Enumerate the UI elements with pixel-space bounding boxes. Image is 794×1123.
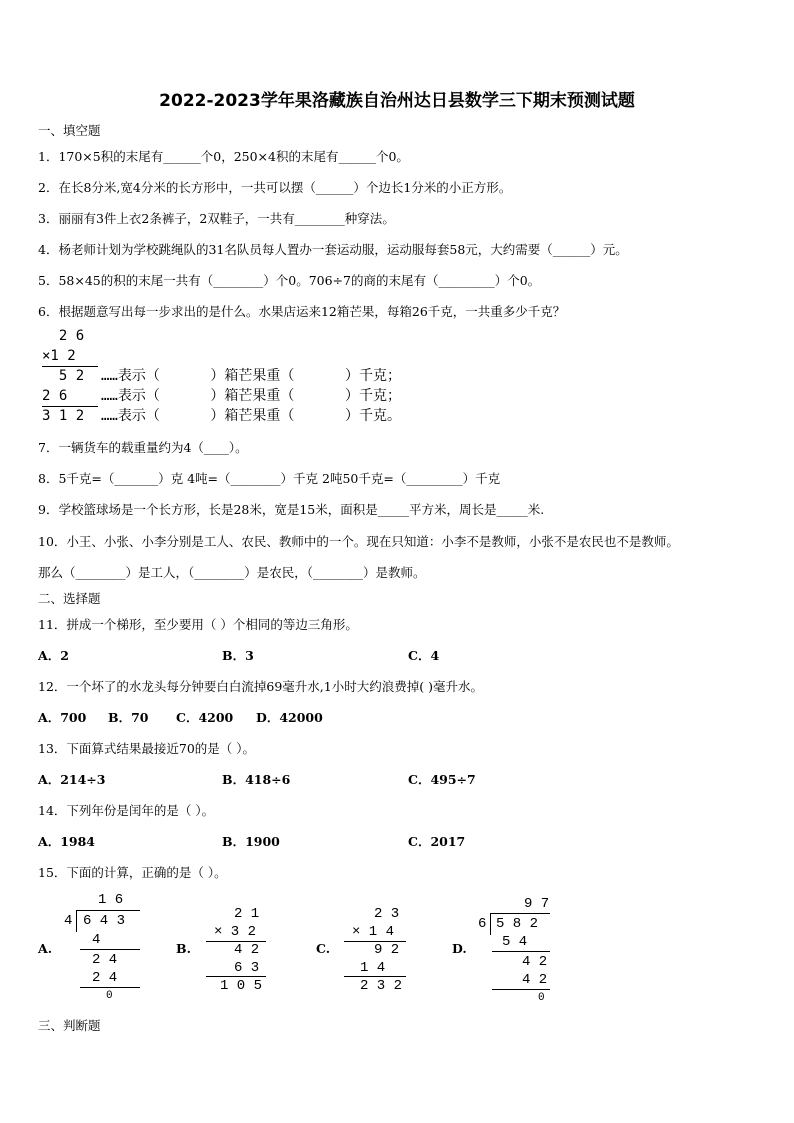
q15d-remainder: 0 <box>538 992 545 1004</box>
q15a-remainder: 0 <box>106 990 113 1002</box>
question-10-line-1: 10．小王、小张、小李分别是工人、农民、教师中的一个。现在只知道：小李不是教师，小张不是农民也不是教师。 <box>38 534 679 549</box>
q15a-step-2: 2 4 <box>92 952 118 968</box>
question-10-line-2: 那么（________）是工人，（________）是农民，（________）是教师。 <box>38 565 426 580</box>
q15a-bracket-side <box>76 910 77 932</box>
q15-option-c-label: C. <box>316 941 331 956</box>
q15b-number-2: × 3 2 <box>214 924 257 940</box>
q13-option-c: C．495÷7 <box>408 772 476 787</box>
q13-option-a: A．214÷3 <box>38 772 106 787</box>
question-6: 6．根据题意写出每一步求出的是什么。水果店运来12箱芒果，每箱26千克，一共重多少千克？ <box>38 304 566 319</box>
q11-option-b: B．3 <box>222 648 254 663</box>
q15d-step-3: 4 2 <box>522 972 548 988</box>
question-15: 15．下面的计算，正确的是（ ）。 <box>38 865 227 880</box>
question-1: 1．170×5积的末尾有______个0，250×4积的末尾有______个0。 <box>38 149 409 164</box>
q13-option-b: B．418÷6 <box>222 772 291 787</box>
page-title: 2022-2023学年果洛藏族自治州达日县数学三下期末预测试题 <box>159 91 635 111</box>
question-12: 12．一个坏了的水龙头每分钟要白白流掉69毫升水,1小时大约浪费掉( )毫升水。 <box>38 679 483 694</box>
q15a-quotient: 1 6 <box>98 892 124 908</box>
q15a-divisor: 4 <box>64 913 73 929</box>
q15b-partial-2: 6 3 <box>234 960 260 976</box>
q12-option-c: C．4200 <box>176 710 234 725</box>
q14-option-c: C．2017 <box>408 834 466 849</box>
question-9: 9．学校篮球场是一个长方形，长是28米，宽是15米，面积是_____平方米，周长是_____米. <box>38 502 545 517</box>
q15-option-d-label: D. <box>452 941 467 956</box>
question-11: 11．拼成一个梯形，至少要用（ ）个相同的等边三角形。 <box>38 617 358 632</box>
q15c-number-2: × 1 4 <box>352 924 395 940</box>
q6-calc-row-5: 3 1 2 ……表示（ ）箱芒果重（ ）千克。 <box>42 408 402 424</box>
q11-option-c: C．4 <box>408 648 440 663</box>
q15-option-b-label: B. <box>176 941 191 956</box>
q15a-step-1: 4 <box>92 932 101 948</box>
question-7: 7．一辆货车的载重量约为4（____）。 <box>38 440 248 455</box>
q12-option-a: A．700 <box>38 710 87 725</box>
q14-option-b: B．1900 <box>222 834 280 849</box>
q15d-step-1: 5 4 <box>502 934 528 950</box>
q15d-dividend: 5 8 2 <box>496 916 539 932</box>
question-4: 4．杨老师计划为学校跳绳队的31名队员每人置办一套运动服，运动服每套58元，大约需要（______）元。 <box>38 242 628 257</box>
q15b-result: 1 0 5 <box>220 978 263 994</box>
question-8: 8．5千克=（_______）克 4吨=（________）千克 2吨50千克=（_________）千克 <box>38 471 501 486</box>
q12-option-d: D．42000 <box>256 710 323 725</box>
q12-option-b: B．70 <box>108 710 149 725</box>
q15d-step-2: 4 2 <box>522 954 548 970</box>
q15c-result: 2 3 2 <box>360 978 403 994</box>
q15-option-a-label: A. <box>38 941 53 956</box>
q14-option-a: A．1984 <box>38 834 95 849</box>
q15b-partial-1: 4 2 <box>234 942 260 958</box>
q15c-partial-1: 9 2 <box>374 942 400 958</box>
section-fill-heading: 一、填空题 <box>38 123 101 138</box>
q15c-number-1: 2 3 <box>374 906 400 922</box>
q6-calc-row-2: ×1 2 <box>42 348 76 364</box>
question-3: 3．丽丽有3件上衣2条裤子，2双鞋子，一共有________种穿法。 <box>38 211 395 226</box>
question-13: 13．下面算式结果最接近70的是（ ）。 <box>38 741 256 756</box>
q15d-bracket-side <box>490 913 491 935</box>
q15b-number-1: 2 1 <box>234 906 260 922</box>
q11-option-a: A．2 <box>38 648 69 663</box>
q15a-step-3: 2 4 <box>92 970 118 986</box>
section-judge-heading: 三、判断题 <box>38 1018 101 1033</box>
q15d-quotient: 9 7 <box>524 896 550 912</box>
question-2: 2．在长8分米,宽4分米的长方形中，一共可以摆（______）个边长1分米的小正方形。 <box>38 180 512 195</box>
q15a-dividend: 6 4 3 <box>83 913 126 929</box>
question-5: 5．58×45的积的末尾一共有（________）个0。706÷7的商的末尾有（_________）个0。 <box>38 273 541 288</box>
q6-calc-row-4: 2 6 ……表示（ ）箱芒果重（ ）千克； <box>42 388 402 404</box>
q6-calc-row-3: 5 2 ……表示（ ）箱芒果重（ ）千克； <box>42 368 402 384</box>
q6-calc-row-1: 2 6 <box>42 328 85 344</box>
section-choice-heading: 二、选择题 <box>38 591 101 606</box>
q15d-divisor: 6 <box>478 916 487 932</box>
question-14: 14．下列年份是闰年的是（ ）。 <box>38 803 215 818</box>
q15c-partial-2: 1 4 <box>360 960 386 976</box>
